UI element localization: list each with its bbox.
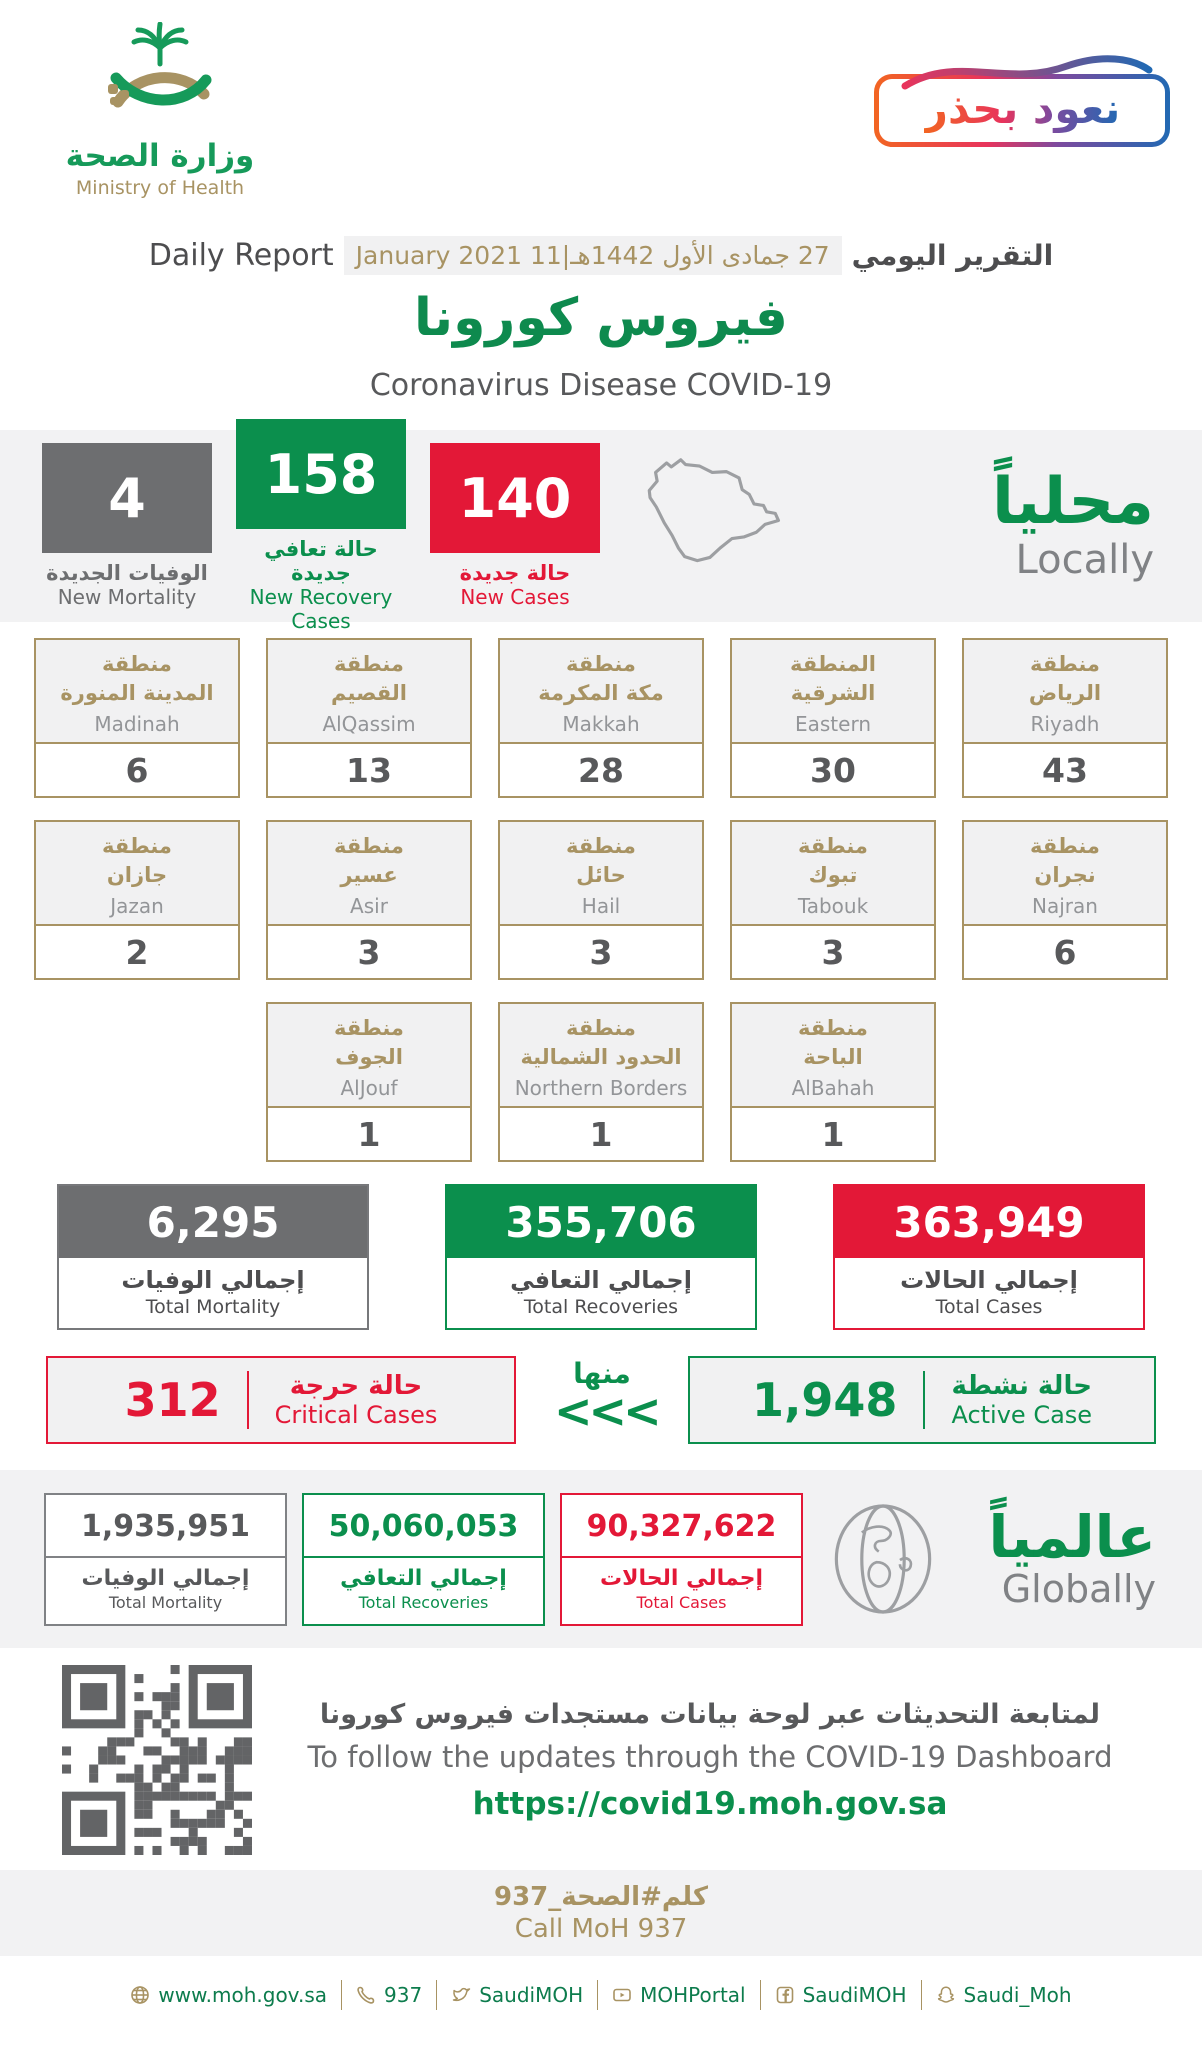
daily-report-en: Daily Report [148, 238, 334, 273]
region-row-2 [0, 820, 1202, 980]
global-mortality-box: 1,935,951 إجمالي الوفيات Total Mortality [44, 1493, 287, 1626]
divider [247, 1371, 249, 1429]
region-asir-value: 3 [357, 932, 381, 972]
critical-cases-value: 312 [124, 1373, 221, 1427]
locally-title-en: Locally [1015, 536, 1154, 583]
new-recovery-label-en: New Recovery Cases [249, 585, 393, 633]
region-aljouf: منطقة الجوف AlJouf 1 [266, 1002, 472, 1162]
snapchat-icon [936, 1985, 956, 2005]
region-eastern: المنطقة الشرقية Eastern 30 [730, 638, 936, 798]
new-recovery-value: 158 [236, 419, 406, 529]
dashboard-url-link[interactable]: https://covid19.moh.gov.sa [472, 1785, 948, 1822]
region-riyadh: منطقة الرياض Riyadh 43 [962, 638, 1168, 798]
moh-emblem-icon [100, 22, 220, 132]
footer-link-facebook[interactable]: SaudiMOH [761, 1980, 922, 2010]
global-cases-value: 90,327,622 [562, 1495, 801, 1558]
new-mortality-value: 4 [42, 443, 212, 553]
region-hail: منطقة حائل Hail 3 [498, 820, 704, 980]
total-recoveries-value: 355,706 [447, 1186, 755, 1258]
globally-section [0, 1470, 1202, 1648]
of-which-connector: منها <<< [554, 1356, 658, 1438]
new-mortality-stat [42, 443, 212, 609]
breakdown-row [0, 1356, 1202, 1444]
region-makkah: منطقة مكة المكرمة Makkah 28 [498, 638, 704, 798]
active-cases-value: 1,948 [751, 1373, 898, 1427]
divider [923, 1371, 925, 1429]
region-tabouk: منطقة تبوك Tabouk 3 [730, 820, 936, 980]
youtube-icon [612, 1985, 632, 2005]
footer-link-twitter[interactable]: SaudiMOH [437, 1980, 598, 2010]
active-cases-box: 1,948 حالة نشطة Active Case [688, 1356, 1156, 1444]
region-row-1 [0, 638, 1202, 798]
logo-title-en: Ministry of Health [75, 177, 245, 199]
report-date: 27 جمادى الأول 1442هـ|11 January 2021 [344, 236, 842, 275]
chevrons-icon: <<< [554, 1383, 658, 1438]
logo-title-ar: وزارة الصحة [65, 138, 255, 174]
region-tabouk-value: 3 [821, 932, 845, 972]
total-mortality-box: 6,295 إجمالي الوفيات Total Mortality [57, 1184, 369, 1330]
new-recovery-label-ar: حالة تعافي جديدة [264, 537, 378, 585]
moh-logo [52, 22, 268, 199]
totals-row [0, 1184, 1202, 1330]
region-makkah-value: 28 [578, 750, 624, 790]
daily-report-ar: التقرير اليومي [851, 239, 1054, 272]
globally-title [988, 1502, 1158, 1612]
new-mortality-label-ar: الوفيات الجديدة [46, 561, 208, 585]
new-mortality-label-en: New Mortality [57, 585, 197, 609]
qr-code [62, 1665, 252, 1855]
new-recovery-stat [236, 419, 406, 633]
header [0, 0, 1202, 430]
global-recoveries-value: 50,060,053 [304, 1495, 543, 1558]
new-cases-label-en: New Cases [460, 585, 570, 609]
region-row-3 [0, 1002, 1202, 1162]
region-najran: منطقة نجران Najran 6 [962, 820, 1168, 980]
region-alqassim: منطقة القصيم AlQassim 13 [266, 638, 472, 798]
saudi-arabia-map-icon [638, 448, 796, 574]
total-cases-value: 363,949 [835, 1186, 1143, 1258]
dashboard-note-en: To follow the updates through the COVID-19 Dashboard [307, 1739, 1113, 1774]
dashboard-note-ar: لمتابعة التحديثات عبر لوحة بيانات مستجدات فيروس كورونا [319, 1698, 1101, 1730]
page-title-ar: فيروس كورونا [414, 288, 788, 348]
twitter-icon [451, 1985, 471, 2005]
region-hail-value: 3 [589, 932, 613, 972]
return-with-caution-badge [874, 48, 1170, 147]
facebook-icon [775, 1985, 795, 2005]
call-moh-ar: كلم#الصحة_937 [494, 1882, 708, 1912]
badge-label: نعود بحذر [923, 84, 1121, 133]
locally-title-ar: محلياً [991, 465, 1154, 540]
region-najran-value: 6 [1053, 932, 1077, 972]
call-moh-en: Call MoH 937 [514, 1914, 688, 1944]
region-albahah-value: 1 [821, 1114, 845, 1154]
region-eastern-value: 30 [810, 750, 856, 790]
new-cases-label-ar: حالة جديدة [459, 561, 571, 585]
region-asir: منطقة عسير Asir 3 [266, 820, 472, 980]
region-northern-borders-value: 1 [589, 1114, 613, 1154]
page-title-en: Coronavirus Disease COVID-19 [369, 368, 833, 403]
phone-icon [356, 1985, 376, 2005]
total-cases-box: 363,949 إجمالي الحالات Total Cases [833, 1184, 1145, 1330]
locally-title [991, 465, 1160, 583]
region-madinah: منطقة المدينة المنورة Madinah 6 [34, 638, 240, 798]
region-riyadh-value: 43 [1042, 750, 1088, 790]
region-northern-borders: منطقة الحدود الشمالية Northern Borders 1 [498, 1002, 704, 1162]
new-cases-stat [430, 443, 600, 609]
region-jazan: منطقة جازان Jazan 2 [34, 820, 240, 980]
regions-grid [0, 622, 1202, 1162]
call-moh-band [0, 1870, 1202, 1956]
report-line [0, 236, 1202, 275]
globally-title-ar: عالمياً [988, 1502, 1156, 1571]
footer-link-phone[interactable]: 937 [342, 1980, 437, 2010]
footer-link-website[interactable]: www.moh.gov.sa [116, 1980, 342, 2010]
dashboard-section [0, 1648, 1202, 1856]
global-mortality-value: 1,935,951 [46, 1495, 285, 1558]
total-mortality-value: 6,295 [59, 1186, 367, 1258]
new-cases-value: 140 [430, 443, 600, 553]
globally-title-en: Globally [1001, 1567, 1156, 1612]
global-cases-box: 90,327,622 إجمالي الحالات Total Cases [560, 1493, 803, 1626]
globe-icon [130, 1985, 150, 2005]
footer-link-youtube[interactable]: MOHPortal [598, 1980, 761, 2010]
locally-section [0, 430, 1202, 633]
region-alqassim-value: 13 [346, 750, 392, 790]
global-recoveries-box: 50,060,053 إجمالي التعافي Total Recoveries [302, 1493, 545, 1626]
badge-swoosh-icon [887, 48, 1157, 90]
footer-link-snapchat[interactable]: Saudi_Moh [922, 1980, 1086, 2010]
region-aljouf-value: 1 [357, 1114, 381, 1154]
critical-cases-box: 312 حالة حرجة Critical Cases [46, 1356, 516, 1444]
region-madinah-value: 6 [125, 750, 149, 790]
footer [0, 1956, 1202, 2034]
globe-icon [830, 1500, 936, 1618]
total-recoveries-box: 355,706 إجمالي التعافي Total Recoveries [445, 1184, 757, 1330]
region-jazan-value: 2 [125, 932, 149, 972]
region-albahah: منطقة الباحة AlBahah 1 [730, 1002, 936, 1162]
